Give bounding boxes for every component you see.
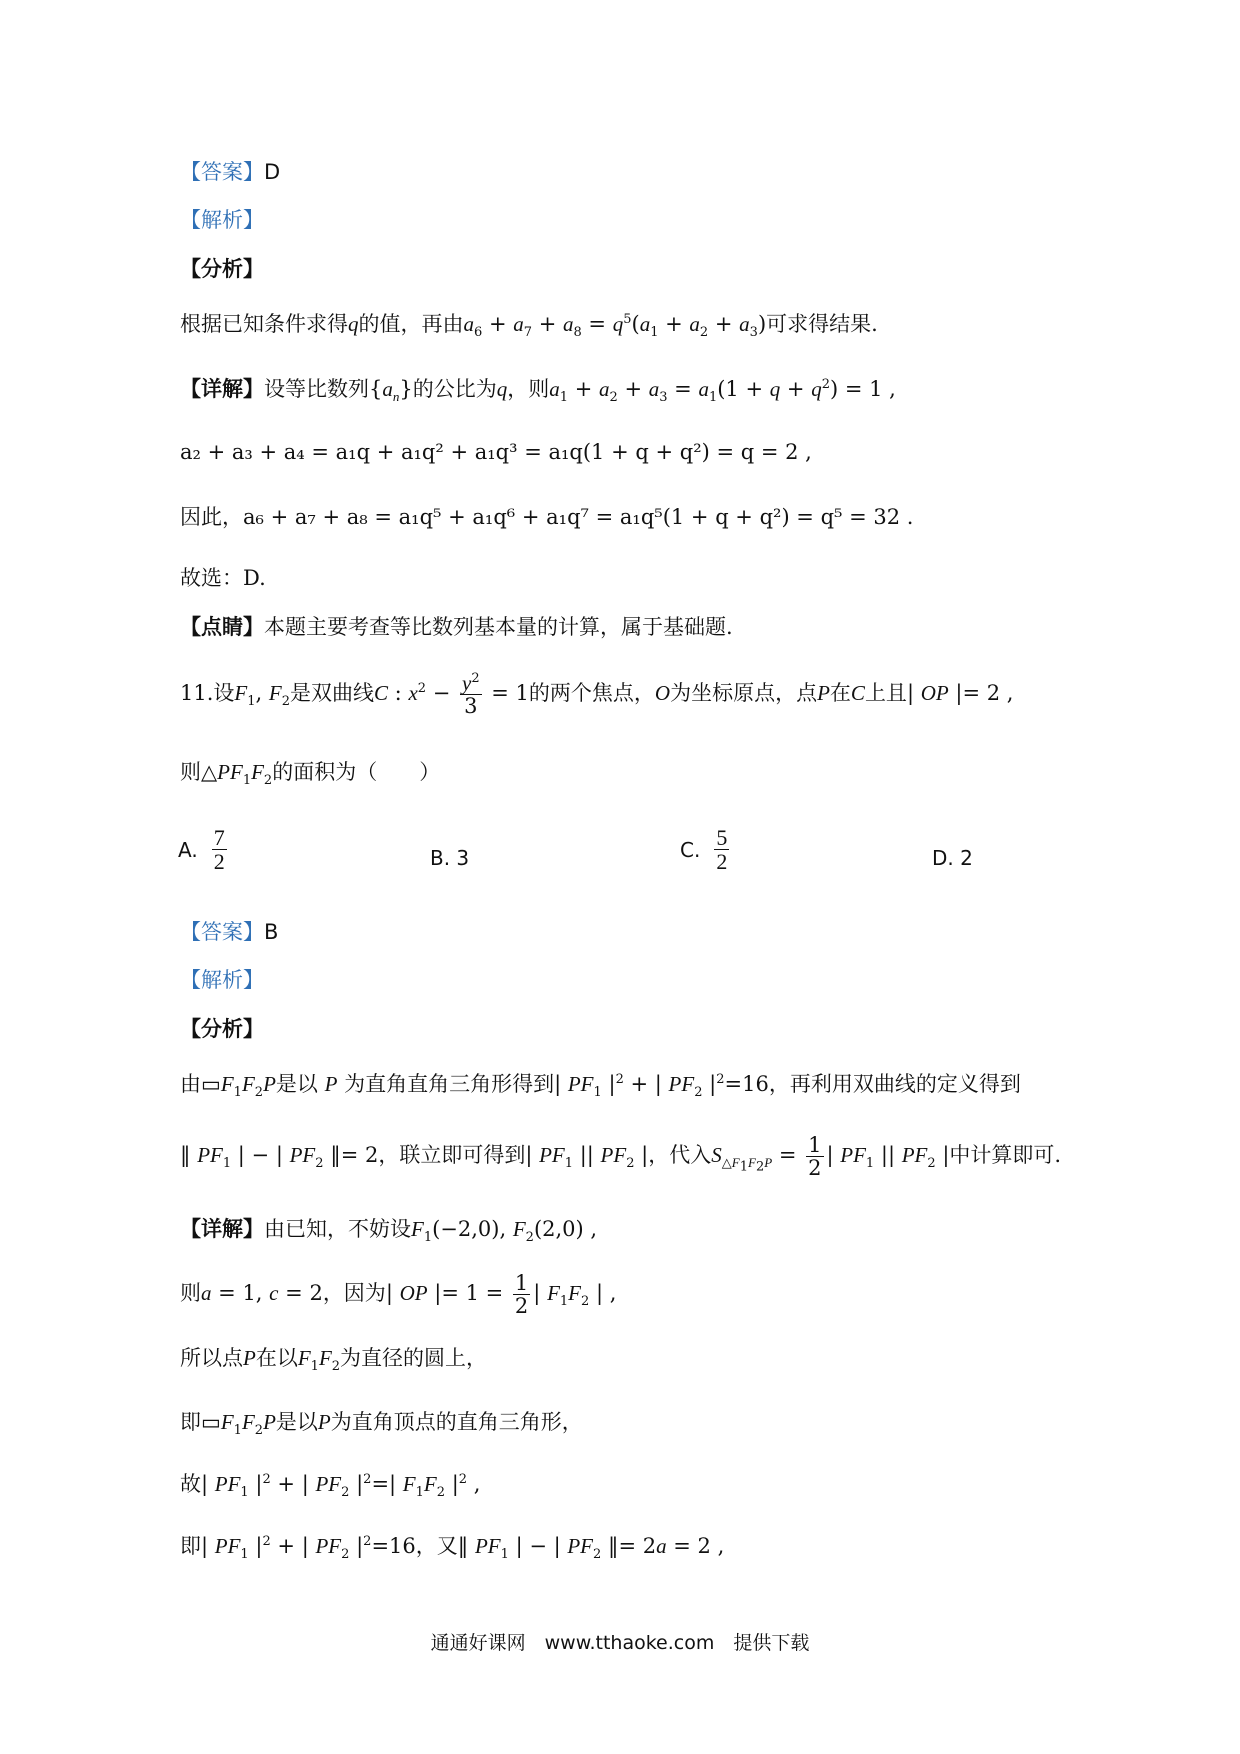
detail-2-line-2: 则a = 1, c = 2，因为| OP |= 1 = $\frac{1}{2}$ | $F_1F_2$ | , [180, 1271, 617, 1319]
analysis-tag: 【解析】 [180, 208, 264, 232]
detail-line-3: 因此，a₆ + a₇ + a₈ = a₁q⁵ + a₁q⁶ + a₁q⁷ = a₁q⁵(1 + q + q²) = q⁵ = 32 . [180, 505, 914, 529]
option-a: A. $\frac{7}{2}$ [178, 825, 225, 875]
detail-2-line-1: 【详解】由已知，不妨设$F_1(-2,0)$, $F_2(2,0)$ , [180, 1216, 598, 1246]
detail-2-line-5: 故| $PF_1$ $|^2$ + | $PF_2$ $|^2=|$ $F_1F_2$ $|^2$ , [180, 1472, 481, 1501]
option-c: C. $\frac{5}{2}$ [680, 825, 728, 875]
fenxi-line-2b: ‖ $PF_1$ | − | $PF_2$ ‖= 2，联立即可得到| $PF_1$ || $PF_2$ |，代入$S_{\triangle F_1F_2P}$ = $\frac{1}{2}$ | $PF_1$ || $PF_2$ |中计算即可. [180, 1133, 1062, 1181]
fenxi-text: 根据已知条件求得q的值，再由$a_6 + a_7 + a_8 = q^5(a_1 + a_2 + a_3)$可求得结果. [180, 312, 878, 341]
analysis-tag-2: 【解析】 [180, 968, 264, 992]
fenxi-tag: 【分析】 [180, 256, 264, 281]
answer-line-2 [180, 920, 278, 945]
detail-2-line-4: 即$▭F_1F_2P$是以P为直角顶点的直角三角形， [180, 1410, 583, 1439]
question-11: 11.设$F_1$, $F_2$是双曲线C : $x^2$ − $\frac{y^2}{3}$ = 1的两个焦点，O为坐标原点，点P在C上且| OP |= 2 , [180, 671, 1014, 719]
detail-line-1: 【详解】设等比数列$\{a_n\}$的公比为q，则$a_1 + a_2 + a_3 = a_1(1 + q + q^2) = 1$ , [180, 376, 896, 406]
detail-line-2: a₂ + a₃ + a₄ = a₁q + a₁q² + a₁q³ = a₁q(1 + q + q²) = q = 2 , [180, 440, 812, 464]
detail-2-line-3: 所以点P在以$F_1F_2$为直径的圆上， [180, 1346, 488, 1375]
answer-tag: 【答案】 [180, 160, 264, 184]
question-11-line-2: 则$\triangle PF_1F_2$的面积为（ ） [180, 760, 441, 789]
answer-value: D [264, 160, 281, 184]
choose-line: 故选：D. [180, 566, 266, 590]
fenxi-line-2a: 由$▭F_1F_2P$是以 P 为直角直角三角形得到| $PF_1$ $|^2$ + | $PF_2$ $|^2=16$，再利用双曲线的定义得到 [180, 1072, 1021, 1101]
fenxi-tag-2: 【分析】 [180, 1016, 264, 1041]
remark-line: 【点睛】本题主要考查等比数列基本量的计算，属于基础题. [180, 614, 733, 639]
answer-tag: 【答案】 [180, 920, 264, 944]
footer-text: 通通好课网 www.tthaoke.com 提供下载 [430, 1632, 810, 1654]
answer-line-1 [180, 160, 280, 185]
option-d: D. 2 [932, 846, 973, 870]
answer-value: B [264, 920, 279, 944]
detail-2-line-6: 即| $PF_1$ $|^2$ + | $PF_2$ $|^2=16$，又‖ $PF_1$ | − | $PF_2$ ‖= 2a = 2 , [180, 1534, 725, 1563]
option-b: B. 3 [430, 846, 470, 870]
